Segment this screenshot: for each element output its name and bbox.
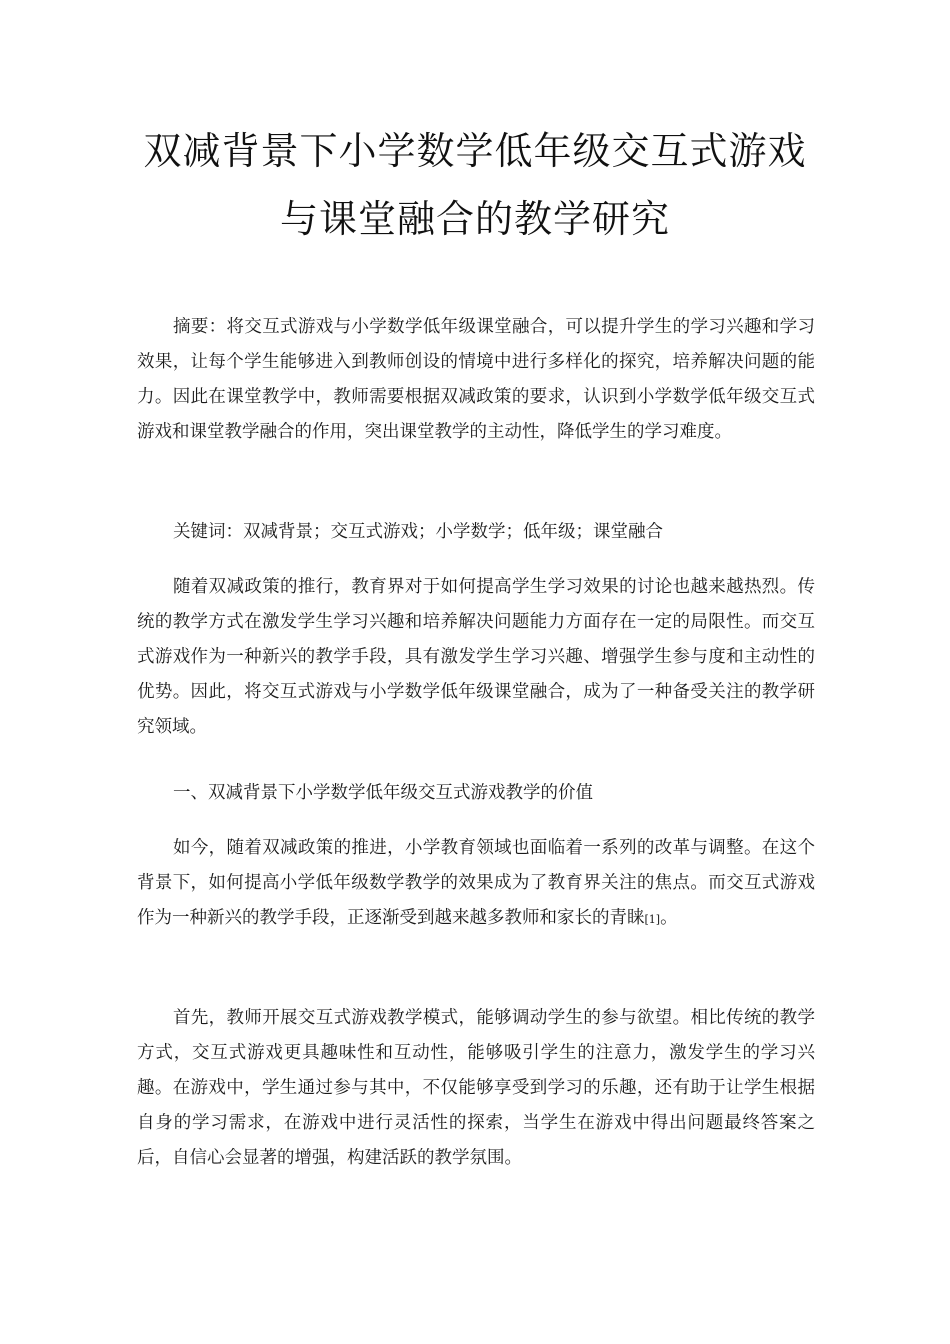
- section-1-paragraph-2: 首先，教师开展交互式游戏教学模式，能够调动学生的参与欲望。相比传统的教学方式，交互式游戏更具趣味性和互动性，能够吸引学生的注意力，激发学生的学习兴趣。在游戏中，学生通过参与其中，不仅能够享受到学习的乐趣，还有助于让学生根据自身的学习需求，在游戏中进行灵活性的探索，当学生在游戏中得出问题最终答案之后，自信心会显著的增强，构建活跃的教学氛围。: [137, 1008, 815, 1168]
- intro-paragraph: 随着双减政策的推行，教育界对于如何提高学生学习效果的讨论也越来越热烈。传统的教学方式在激发学生学习兴趣和培养解决问题能力方面存在一定的局限性。而交互式游戏作为一种新兴的教学手段，具有激发学生学习兴趣、增强学生参与度和主动性的优势。因此，将交互式游戏与小学数学低年级课堂融合，成为了一种备受关注的教学研究领域。: [137, 577, 815, 737]
- section-1-paragraph-1-text: 如今，随着双减政策的推进，小学教育领域也面临着一系列的改革与调整。在这个背景下，如何提高小学低年级数学教学的效果成为了教育界关注的焦点。而交互式游戏作为一种新兴的教学手段，正逐渐受到越来越多教师和家长的青睐: [137, 838, 815, 928]
- title-line-1: 双减背景下小学数学低年级交互式游戏: [143, 129, 807, 173]
- section-1-paragraph-1-end: 。: [660, 908, 678, 928]
- section-1-heading: 一、双减背景下小学数学低年级交互式游戏教学的价值: [173, 783, 593, 803]
- abstract-paragraph: 摘要：将交互式游戏与小学数学低年级课堂融合，可以提升学生的学习兴趣和学习效果，让每个学生能够进入到教师创设的情境中进行多样化的探究，培养解决问题的能力。因此在课堂教学中，教师需要根据双减政策的要求，认识到小学数学低年级交互式游戏和课堂教学融合的作用，突出课堂教学的主动性，降低学生的学习难度。: [137, 317, 815, 442]
- section-1-paragraph-1: [137, 831, 815, 937]
- title-line-2: 与课堂融合的教学研究: [279, 197, 670, 241]
- keywords-paragraph: 关键词：双减背景；交互式游戏；小学数学；低年级；课堂融合: [173, 522, 663, 542]
- citation-marker: [1]: [644, 913, 661, 926]
